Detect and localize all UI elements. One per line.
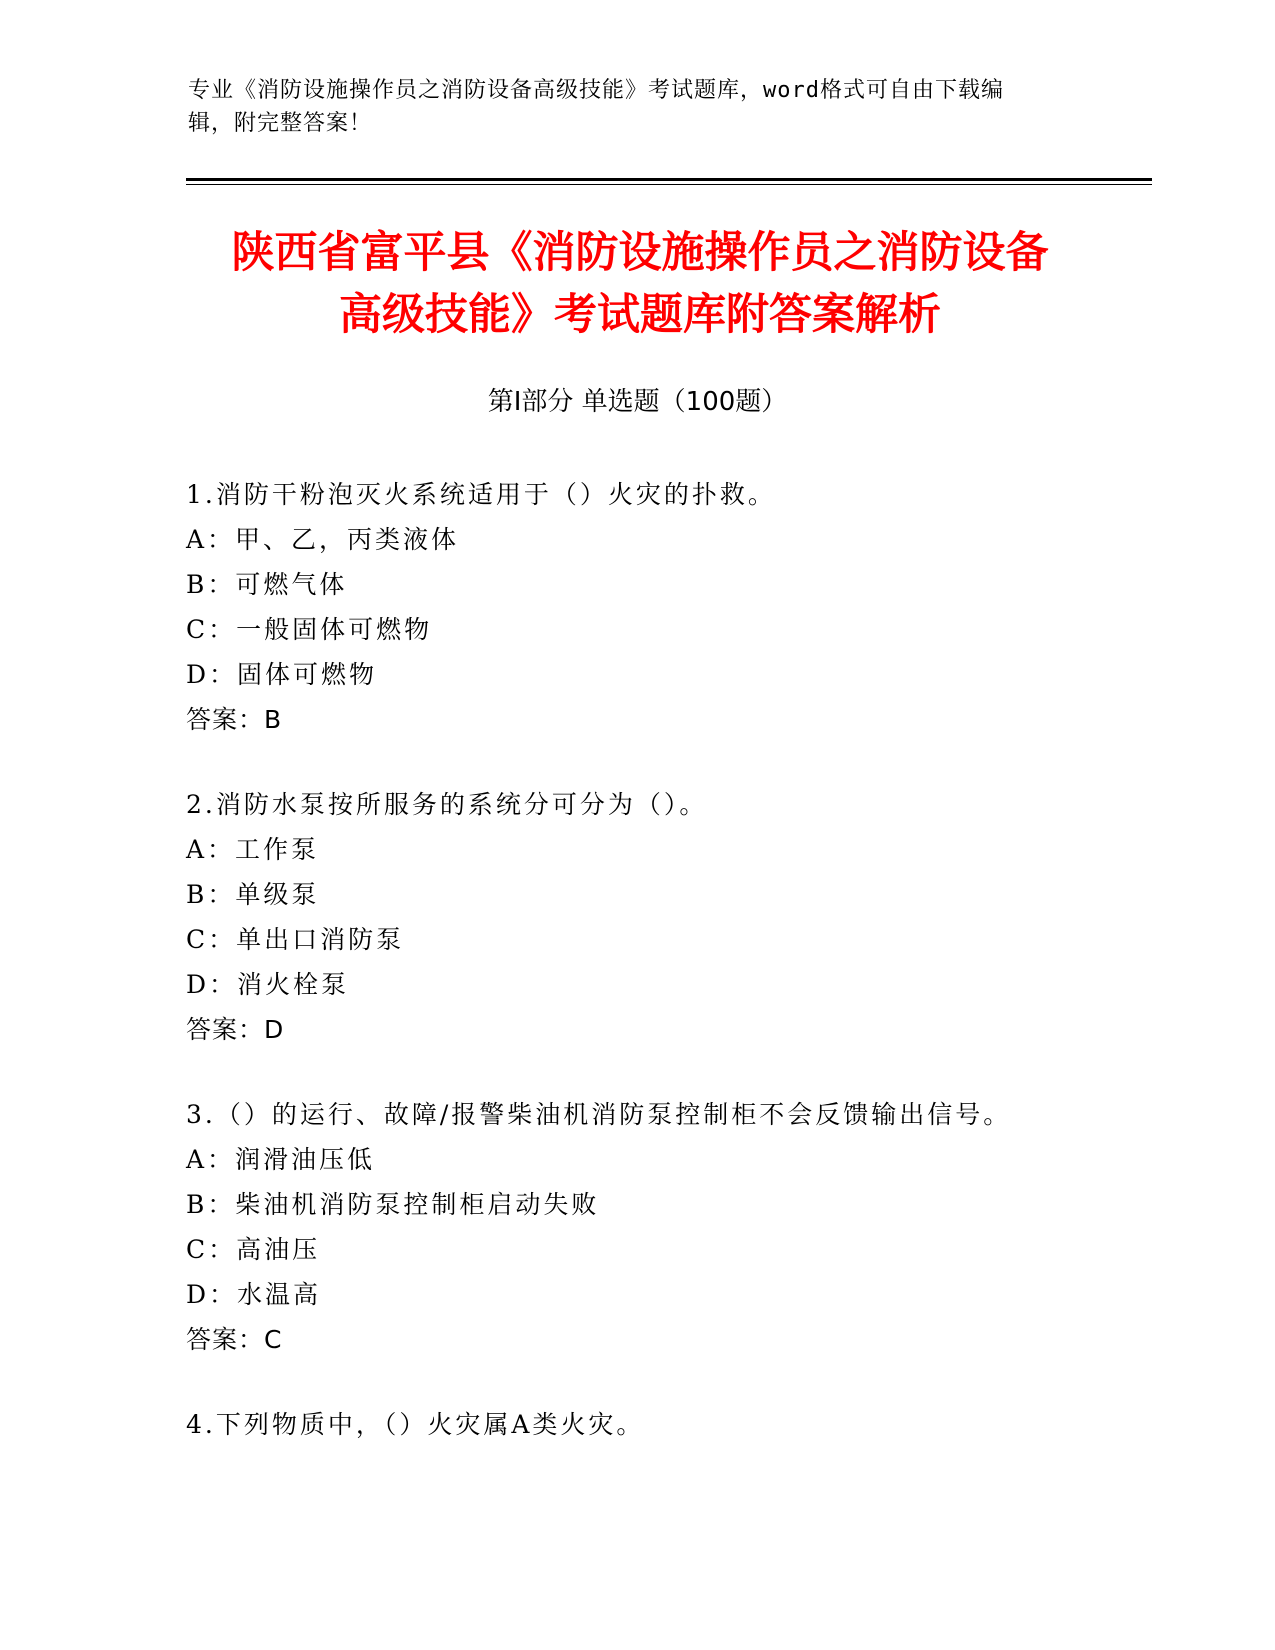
option-c: C：一般固体可燃物 [186,615,433,644]
question-1 [186,472,1166,742]
header-note-line-2: 辑，附完整答案！ [188,111,373,136]
question-stem: 3.（）的运行、故障/报警柴油机消防泵控制柜不会反馈输出信号。 [186,1100,1012,1129]
option-c: C：单出口消防泵 [186,925,405,954]
question-2 [186,782,1166,1052]
option-b: B：柴油机消防泵控制柜启动失败 [186,1190,600,1219]
answer-line [186,1007,1166,1052]
option-c: C：高油压 [186,1235,321,1264]
option-a: A：工作泵 [186,835,320,864]
question-stem: 4.下列物质中，（）火灾属A类火灾。 [186,1410,645,1439]
option-a: A：润滑油压低 [186,1145,376,1174]
option-a: A：甲、乙，丙类液体 [186,525,460,554]
option-b: B：单级泵 [186,880,320,909]
question-3 [186,1092,1166,1362]
option-b: B：可燃气体 [186,570,348,599]
answer-value: C [264,1325,282,1354]
answer-value: B [264,705,282,734]
question-stem: 1.消防干粉泡灭火系统适用于（）火灾的扑救。 [186,480,776,509]
question-list [186,472,1166,1487]
answer-label: 答案： [186,705,265,734]
document-title [110,222,1170,346]
question-4 [186,1402,1166,1447]
answer-value: D [264,1015,284,1044]
header-divider-thick [186,178,1152,181]
answer-label: 答案： [186,1325,265,1354]
option-d: D：水温高 [186,1280,322,1309]
header-note-line-1: 专业《消防设施操作员之消防设备高级技能》考试题库，word格式可自由下载编 [188,78,1004,103]
answer-label: 答案： [186,1015,265,1044]
answer-line [186,697,1166,742]
question-stem: 2.消防水泵按所服务的系统分可分为（）。 [186,790,708,819]
answer-line [186,1317,1166,1362]
header-divider-thin [186,184,1152,185]
option-d: D：消火栓泵 [186,970,350,999]
header-note [188,74,1088,140]
option-d: D：固体可燃物 [186,660,378,689]
document-title-line-1: 陕西省富平县《消防设施操作员之消防设备 [231,228,1049,278]
document-title-line-2: 高级技能》考试题库附答案解析 [339,290,941,340]
section-title: 第Ⅰ部分 单选题（100题） [487,387,788,417]
